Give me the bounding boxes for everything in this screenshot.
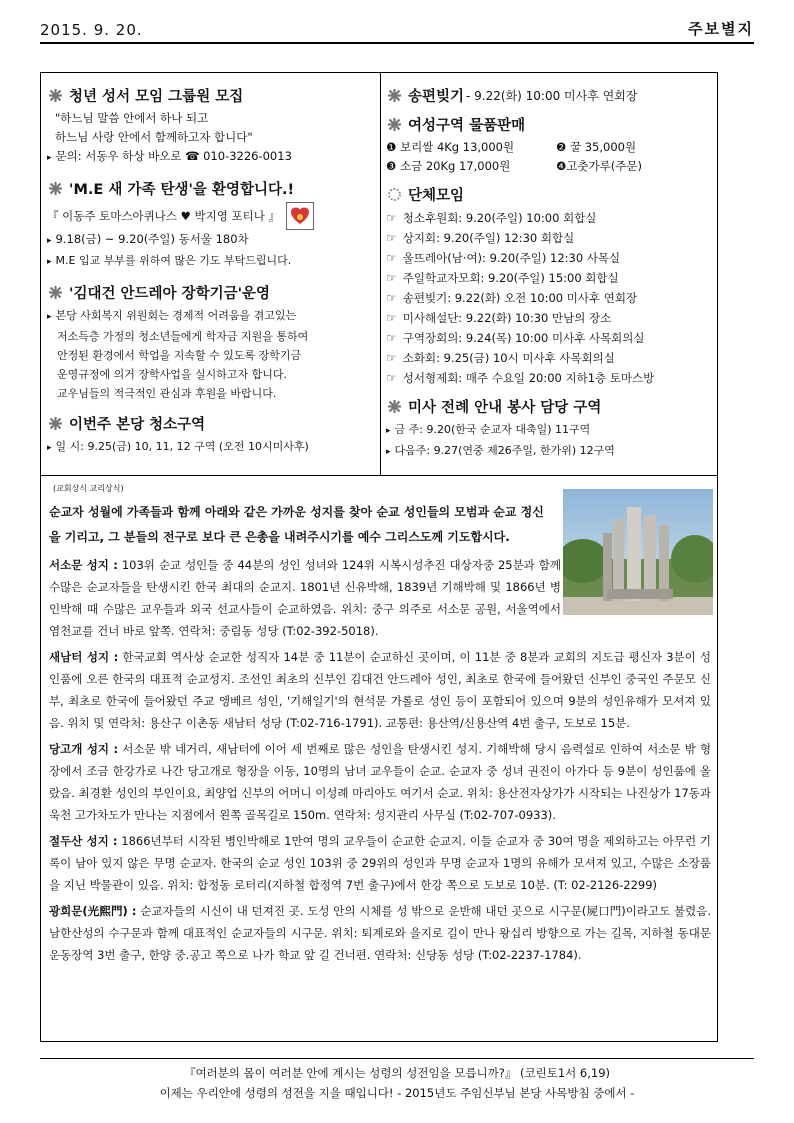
asterisk-icon xyxy=(47,416,63,432)
sale-row-2: ❸ 소금 20Kg 17,000원 ❹고춧가루(주문) xyxy=(386,159,642,173)
scholarship-line: 교우님들의 적극적인 관심과 후원을 바랍니다. xyxy=(57,387,277,400)
asterisk-icon xyxy=(47,88,63,104)
me-prayer: ▸ M.E 입교 부부를 위하여 많은 기도 부탁드립니다. xyxy=(47,251,375,272)
asterisk-icon xyxy=(47,181,63,197)
liturgy-this-week: ▸ 금 주: 9.20(한국 순교자 대축일) 11구역 xyxy=(386,420,714,441)
bulletin-date: 2015. 9. 20. xyxy=(40,21,143,39)
scholarship-line: 안정된 환경에서 학업을 지속할 수 있도록 장학기금 xyxy=(57,349,302,362)
list-item: ☞ 구역장회의: 9.24(목) 10:00 미사후 사목회의실 xyxy=(386,328,714,348)
pointing-hand-icon: ☞ xyxy=(386,331,397,345)
scholarship-line: 저소득층 가정의 청소년들에게 학자금 지원을 통하여 xyxy=(57,330,309,343)
section-title-me: 'M.E 새 가족 탄생'을 환영합니다.! xyxy=(47,178,375,199)
asterisk-icon xyxy=(386,88,402,104)
bulletin-title: 주보별지 xyxy=(688,20,754,38)
pointing-hand-icon: ☞ xyxy=(386,371,397,385)
list-item: ☞ 미사해설단: 9.22(화) 10:30 만남의 장소 xyxy=(386,308,714,328)
quote-line-1: "하느님 말씀 안에서 하나 되고 xyxy=(55,111,209,125)
pointing-hand-icon: ☞ xyxy=(386,351,397,365)
pointing-hand-icon: ☞ xyxy=(386,211,397,225)
quote-line-2: 하느님 사랑 안에서 함께하고자 합니다" xyxy=(55,130,253,144)
section-title-songpyeon: 송편빚기 - 9.22(화) 10:00 미사후 연회장 xyxy=(386,85,714,106)
pointing-hand-icon: ☞ xyxy=(386,271,397,285)
scholarship-line: ▸ 본당 사회복지 위원회는 경제적 어려움을 겪고있는 xyxy=(47,306,375,327)
cleaning-line: ▸ 일 시: 9.25(금) 10, 11, 12 구역 (오전 10시미사후) xyxy=(47,437,375,458)
liturgy-next-week: ▸ 다음주: 9.27(연중 제26주일, 한가위) 12구역 xyxy=(386,441,714,462)
sale-row-1: ❶ 보리쌀 4Kg 13,000원 ❷ 꿀 35,000원 xyxy=(386,140,637,154)
pointing-hand-icon: ☞ xyxy=(386,311,397,325)
me-date: ▸ 9.18(금) ~ 9.20(주일) 동서울 180차 xyxy=(47,230,375,251)
shrine-danggogae: 당고개 성지 : 서소문 밖 네거리, 새남터에 이어 세 번째로 많은 성인을 탄생시킨 성지. 기해박해 당시 음력설로 인하여 서소문 밖 형장에서 조금 한강가로 나간 당고개로 형장을 이동, 10명의 남녀 교우들이 순교. 순교자 중 성녀 권진이 아가다 등 9분이 성인품에 올랐음. 최경환 성인의 부인이요, 최양업 신부의 어머니 이성례 마리아도 여기서 순교. 위치: 용산전자상가가 시작되는 나진상가 17동과 욱천 고가차도가 만나는 지점에서 왼쪽 골목길로 150m. 연락처: 성지관리 사무실 (T:02-707-0933). xyxy=(49,742,711,822)
section-title-scholarship: '김대건 안드레아 장학기금'운영 xyxy=(47,282,375,303)
pointing-hand-icon: ☞ xyxy=(386,291,397,305)
column-divider xyxy=(380,73,381,475)
pointing-hand-icon: ☞ xyxy=(386,251,397,265)
martyr-shrines-section xyxy=(49,483,711,966)
list-item: ☞ 송편빚기: 9.22(화) 오전 10:00 미사후 연회장 xyxy=(386,288,714,308)
right-column xyxy=(386,79,714,462)
row-divider xyxy=(41,475,717,476)
shrine-seosomun: 서소문 성지 : 103위 순교 성인들 중 44분의 성인 성녀와 124위 시복시성추진 대상자중 25분과 함께 수많은 순교자들을 탄생시킨 한국 최대의 순교지. 1801년 신유박해, 1839년 기해박해 및 1866년 병인박해 때 수많은 교우들과 외국 선교사들이 순교하였음. 위치: 중구 의주로 서소문 공원, 서울역에서 염천교를 건너 바로 앞쪽. 연락처: 중림동 성당 (T:02-392-5018). xyxy=(49,558,561,638)
asterisk-icon xyxy=(386,399,402,415)
asterisk-icon xyxy=(47,285,63,301)
list-item: ☞ 울뜨레아(남·여): 9.20(주일) 12:30 사목실 xyxy=(386,248,714,268)
list-item: ☞ 청소후원회: 9.20(주일) 10:00 회합실 xyxy=(386,208,714,228)
section-tag: (교회상식 교리상식) xyxy=(53,484,124,493)
left-column xyxy=(47,79,375,458)
scholarship-line: 운영규정에 의거 장학사업을 실시하고자 합니다. xyxy=(57,368,288,381)
list-item: ☞ 소화회: 9.25(금) 10시 미사후 사목회의실 xyxy=(386,348,714,368)
section-title-cleaning: 이번주 본당 청소구역 xyxy=(47,413,375,434)
page-footer xyxy=(40,1058,754,1103)
pointing-hand-icon: ☞ xyxy=(386,231,397,245)
page-header xyxy=(40,14,754,44)
shrine-monument-photo xyxy=(563,489,713,615)
me-couple: 『 이동주 토마스아퀴나스 ♥ 박지영 포티나 』 xyxy=(47,202,375,230)
shrine-gwanghuimun: 광희문(光熙門) : 순교자들의 시신이 내 던져진 곳. 도성 안의 시체를 성 밖으로 운반해 내던 곳으로 시구문(屍口門)이라고도 불렸음. 남한산성의 수구문과 함께 대표적인 순교자들의 시구문. 위치: 퇴계로와 을지로 길이 만나 왕십리 방향으로 가는 길목, 지하철 동대문운동장역 3번 출구, 한양 중.공고 쪽으로 나가 학교 앞 길 건너편. 연락처: 신당동 성당 (T:02-2237-1784). xyxy=(49,904,711,962)
section-title-youth-bible: 청년 성서 모임 그룹원 모집 xyxy=(47,85,375,106)
list-item: ☞ 성서형제회: 매주 수요일 20:00 지하1층 토마스방 xyxy=(386,368,714,388)
section-title-liturgy: 미사 전례 안내 봉사 담당 구역 xyxy=(386,396,714,417)
shrine-jeoldusan: 절두산 성지 : 1866년부터 시작된 병인박해로 1만여 명의 교우들이 순교한 순교지. 이들 순교자 중 30여 명을 제외하고는 아무런 기록이 남아 있지 않은 무명 순교자. 한국의 순교 성인 103위 중 29위의 성인과 무명 순교자 1명의 유해가 모셔져 있고, 수많은 소장품을 지닌 박물관이 있음. 위치: 합정동 로터리(지하철 합정역 7번 출구)에서 한강 쪽으로 도보로 10분. (T: 02-2126-2299) xyxy=(49,834,711,892)
content-frame xyxy=(40,72,718,1042)
intro-paragraph: 순교자 성월에 가족들과 함께 아래와 같은 가까운 성지를 찾아 순교 성인들의 모범과 순교 정신을 기리고, 그 분들의 전구로 보다 큰 은총을 내려주시기를 예수 그리스도께 기도합시다. xyxy=(49,505,544,544)
footer-scripture: 『여러분의 몸이 여러분 안에 계시는 성령의 성전임을 모릅니까?』 (코린토1서 6,19) xyxy=(183,1066,611,1080)
ring-icon xyxy=(386,187,402,203)
footer-motto: 이제는 우리안에 성령의 성전을 지을 때입니다! - 2015년도 주임신부님 본당 사목방침 중에서 - xyxy=(159,1086,635,1100)
section-title-groups: 단체모임 xyxy=(386,184,714,205)
asterisk-icon xyxy=(386,117,402,133)
list-item: ☞ 주일학교자모회: 9.20(주일) 15:00 회합실 xyxy=(386,268,714,288)
list-item: ☞ 상지회: 9.20(주일) 12:30 회합실 xyxy=(386,228,714,248)
heart-icon xyxy=(286,202,314,230)
contact-line: ▸ 문의: 서동우 하상 바오로 ☎ 010-3226-0013 xyxy=(47,147,375,168)
section-title-sale: 여성구역 물품판매 xyxy=(386,114,714,135)
shrine-saenamteo: 새남터 성지 : 한국교회 역사상 순교한 성직자 14분 중 11분이 순교하신 곳이며, 이 11분 중 8분과 교회의 지도급 평신자 3분이 성인품에 오른 한국의 대표적 순교성지. 조선인 최초의 신부인 김대건 안드레아 성인, 최초로 한국에 들어왔던 신부인 중국인 주문모 신부, 최초로 한국에 들어왔던 주교 앵베르 성인, '기해일기'의 현석문 가롤로 성인 등이 포함되어 있으며 9분의 성인유해가 모셔져 있음. 위치 및 연락처: 용산구 이촌동 새남터 성당 (T:02-716-1791). 교통편: 용산역/신용산역 4번 출구, 도보로 15분. xyxy=(49,650,712,730)
